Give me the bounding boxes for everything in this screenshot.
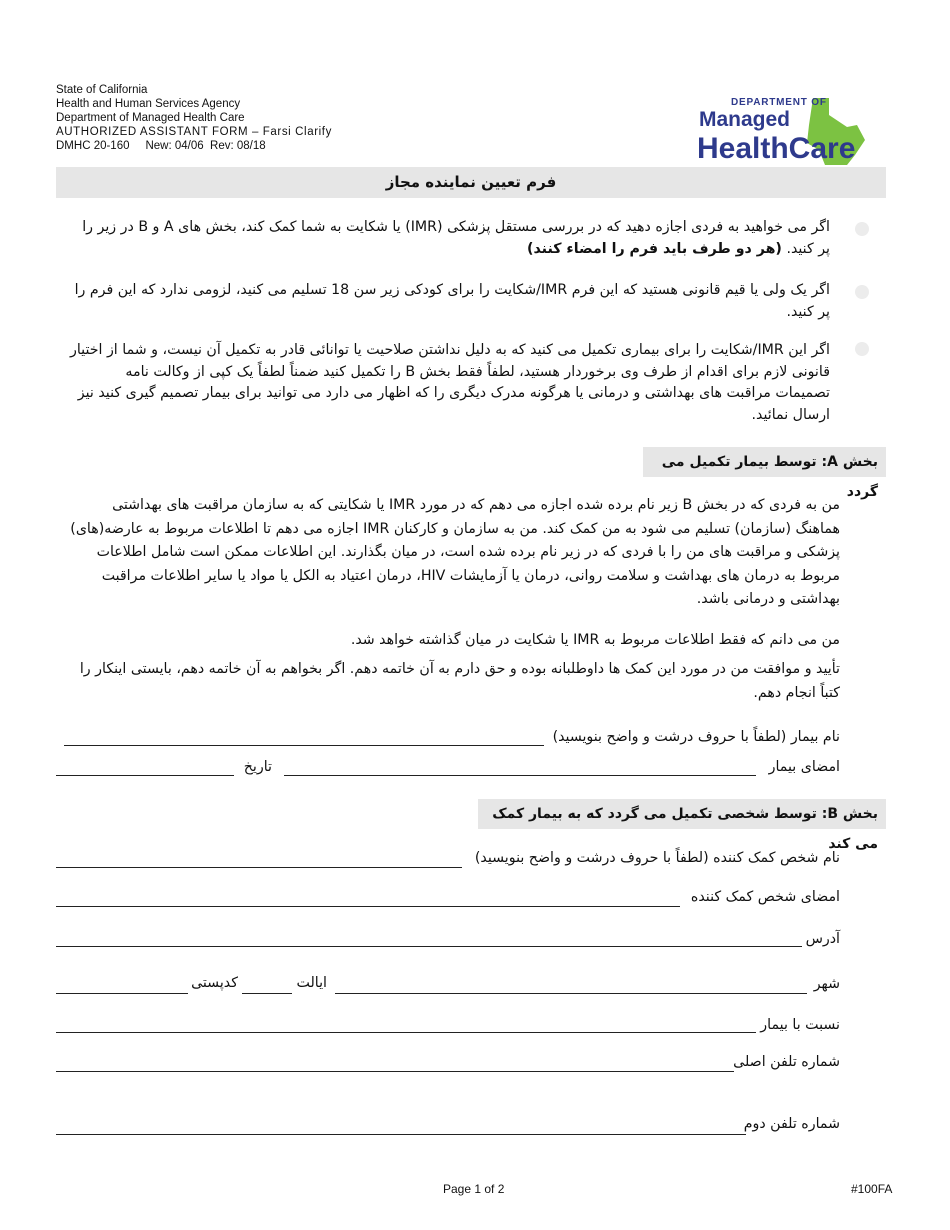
agency-header bbox=[56, 83, 332, 153]
patient-name-field[interactable] bbox=[64, 745, 544, 746]
logo-top-text: DEPARTMENT OF bbox=[731, 97, 827, 108]
section-a-paragraph-3: تأیید و موافقت من در مورد این کمک ها داوطلبانه بوده و حق دارم به آن خاتمه دهم. اگر بخواهم به آن خاتمه دهم، بایستی اینکار را کتباً انجام دهم. bbox=[79, 661, 840, 701]
header-department: Department of Managed Health Care bbox=[56, 112, 245, 124]
secondary-phone-field[interactable] bbox=[56, 1134, 746, 1135]
bullet-text: اگر می خواهید به فردی اجازه دهید که در بررسی مستقل پزشکی (IMR) یا شکایت به شما کمک کند، بخش های A و B در زیر را پر کنید. bbox=[82, 219, 830, 257]
section-a-heading: بخش A: توسط بیمار تکمیل می گردد bbox=[643, 447, 886, 477]
city-label: شهر bbox=[813, 976, 840, 992]
city-field[interactable] bbox=[335, 993, 807, 994]
logo-bottom-text: HealthCare bbox=[697, 132, 856, 165]
helper-signature-label: امضای شخص کمک کننده bbox=[690, 889, 840, 905]
patient-name-label: نام بیمار (لطفاً با حروف درشت و واضح بنویسید) bbox=[552, 729, 840, 745]
bullet-dot bbox=[855, 342, 869, 356]
bullet-item-2 bbox=[70, 279, 830, 323]
bullet-bold-note: (هر دو طرف باید فرم را امضاء کنند) bbox=[526, 241, 782, 257]
address-field[interactable] bbox=[56, 946, 802, 947]
secondary-phone-label: شماره تلفن دوم bbox=[743, 1116, 840, 1132]
bullet-text: اگر یک ولی یا قیم قانونی هستید که این فرم IMR/شکایت را برای کودکی زیر سن 18 تسلیم می کنید، لزومی ندارد که این فرم را پر کنید. bbox=[74, 282, 830, 320]
bullet-text: اگر این IMR/شکایت را برای بیماری تکمیل می کنید که به دلیل نداشتن صلاحیت یا توانائی قادر به تکمیل آن نیست، و شما از اختیار قانونی لازم برای اقدام از طرف وی برخوردار هستید، لطفاً فقط بخش B را تکمیل کنید ضمناً لطفاً یک کپی از وکالت نامه تصمیمات مراقبت های بهداشتی و درمانی یا هرگونه مدرک دیگری را که اظهار می دارد می توانید برای بیمار تصمیم گیری کنید نیز ارسال نمائید. bbox=[69, 342, 830, 423]
section-a-paragraph-1: من به فردی که در بخش B زیر نام برده شده اجازه می دهم که در مورد IMR یا شکایتی که به سازمان مراقبت های بهداشتی هماهنگ (سازمان) تسلیم می شود به من کمک کند. من به سازمان و کارکنان IMR اجازه می دهم تا اطلاعات مربوط به عارضه(های) پزشکی و مراقبت های من را با فردی که در زیر نام برده شده است، در میان بگذارند. این اطلاعات ممکن است شامل اطلاعات مربوط به درمان های بهداشت و سلامت روانی، درمان یا آزمایشات HIV، درمان اعتیاد به الکل یا مواد یا سایر اطلاعات مراقبت بهداشتی و درمانی باشد. bbox=[70, 497, 840, 607]
page-number: Page 1 of 2 bbox=[443, 1182, 505, 1196]
zip-field[interactable] bbox=[56, 993, 188, 994]
header-agency: Health and Human Services Agency bbox=[56, 98, 241, 110]
dmhc-logo bbox=[697, 95, 897, 165]
relationship-label: نسبت با بیمار bbox=[760, 1017, 840, 1033]
logo-mid-text: Managed bbox=[699, 108, 791, 131]
section-b-heading: بخش B: توسط شخصی تکمیل می گردد که به بیمار کمک می کند bbox=[478, 799, 886, 829]
relationship-field[interactable] bbox=[56, 1032, 756, 1033]
primary-phone-label: شماره تلفن اصلی bbox=[733, 1054, 840, 1070]
header-form-name: AUTHORIZED ASSISTANT FORM – Farsi Clarify bbox=[56, 126, 332, 138]
bullet-dot bbox=[855, 222, 869, 236]
helper-signature-field[interactable] bbox=[56, 906, 680, 907]
bullet-item-1 bbox=[70, 216, 830, 260]
header-form-number: DMHC 20-160 New: 04/06 Rev: 08/18 bbox=[56, 140, 266, 152]
section-a-paragraph-2: من می دانم که فقط اطلاعات مربوط به IMR یا شکایت در میان گذاشته خواهد شد. bbox=[350, 632, 840, 648]
zip-label: کدپستی bbox=[191, 975, 238, 991]
bullet-item-3 bbox=[70, 340, 830, 426]
patient-signature-field[interactable] bbox=[284, 775, 756, 776]
form-code: #100FA bbox=[851, 1182, 893, 1196]
primary-phone-field[interactable] bbox=[56, 1071, 734, 1072]
bullet-dot bbox=[855, 285, 869, 299]
helper-name-label: نام شخص کمک کننده (لطفاً با حروف درشت و واضح بنویسید) bbox=[474, 850, 840, 866]
address-label: آدرس bbox=[805, 931, 840, 947]
patient-date-label: تاریخ bbox=[243, 759, 272, 775]
state-label: ایالت bbox=[296, 975, 327, 991]
header-state: State of California bbox=[56, 84, 148, 96]
helper-name-field[interactable] bbox=[56, 867, 462, 868]
state-field[interactable] bbox=[242, 993, 292, 994]
form-title: فرم تعیین نماینده مجاز bbox=[56, 167, 886, 198]
patient-signature-label: امضای بیمار bbox=[768, 759, 840, 775]
patient-date-field[interactable] bbox=[56, 775, 234, 776]
